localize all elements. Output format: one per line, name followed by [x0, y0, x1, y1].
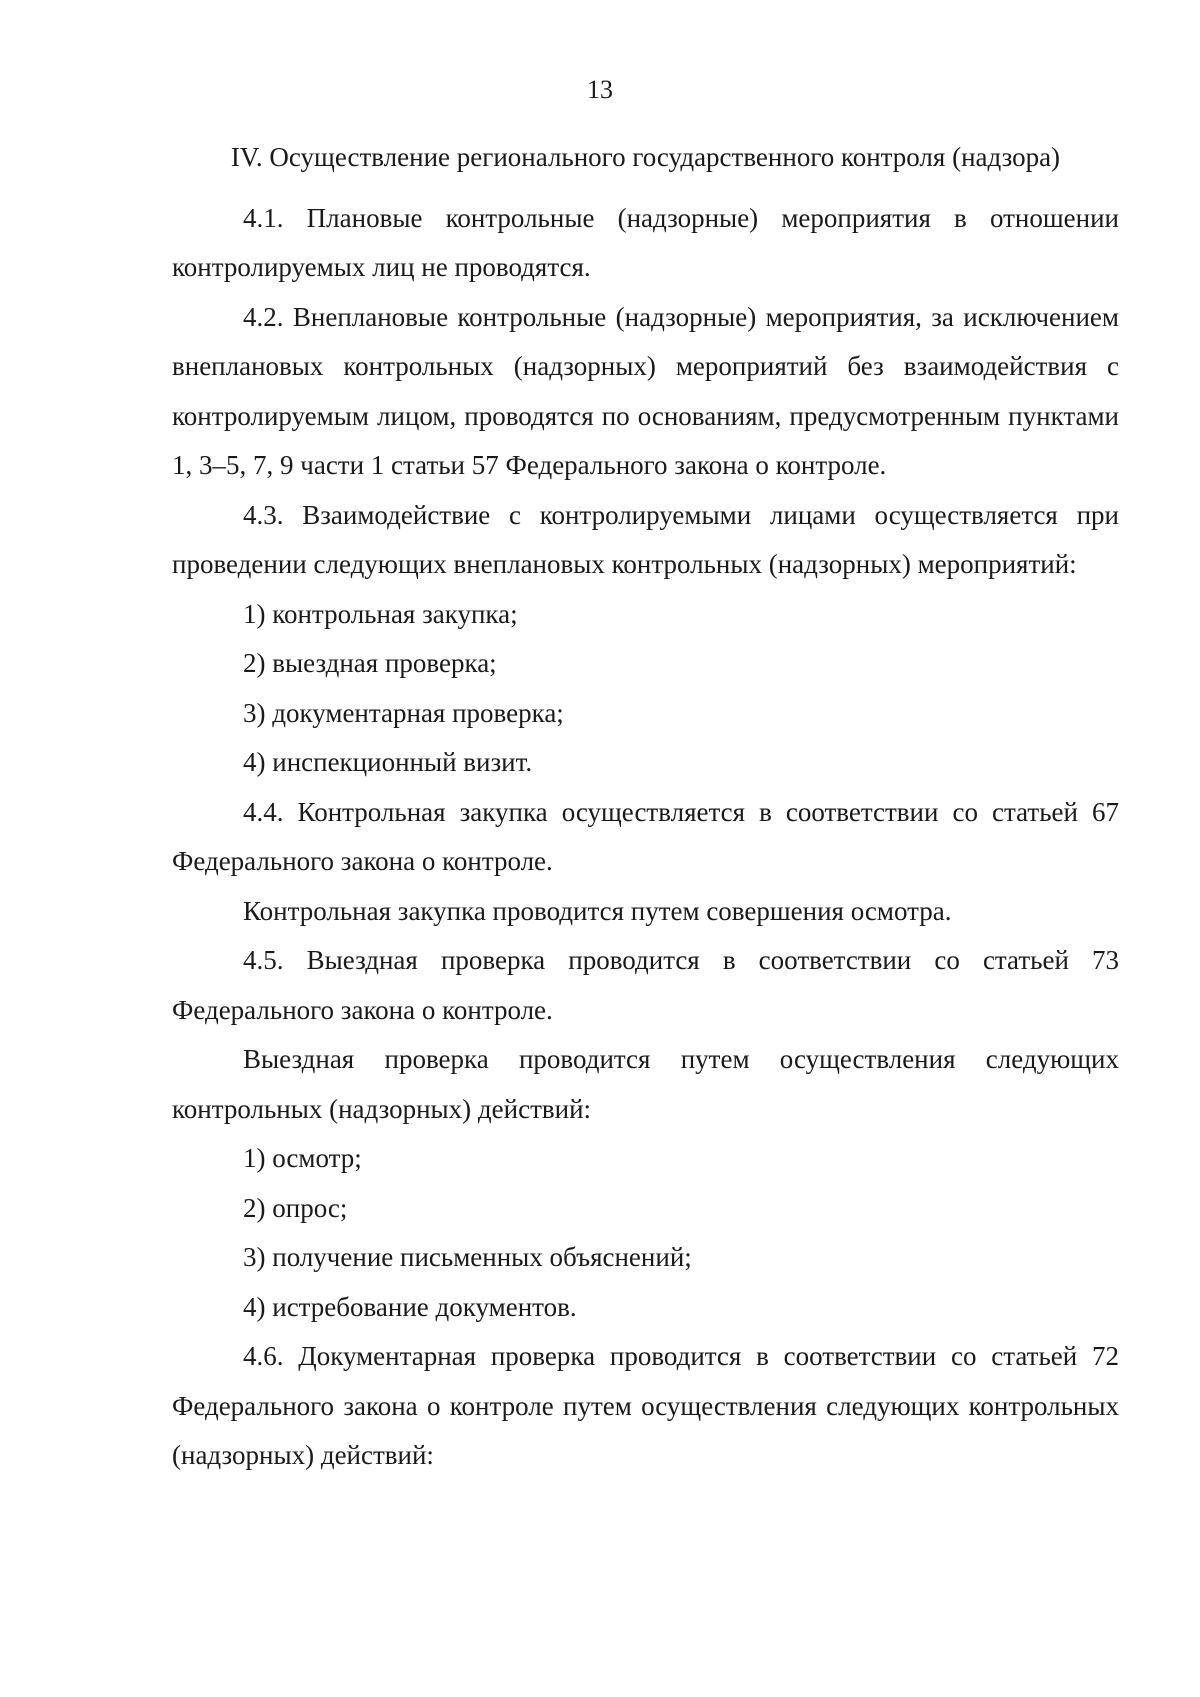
paragraph: Контрольная закупка проводится путем совершения осмотра.: [243, 895, 952, 926]
list-item: 1) осмотр;: [243, 1143, 362, 1173]
section-title: IV. Осуществление регионального государственного контроля (надзора): [230, 142, 1061, 172]
paragraph-4-2: 4.2. Внеплановые контрольные (надзорные) мероприятия, за исключением внеплановых контрольных (надзорных) мероприятий без взаимодействия с контролируемым лицом, проводятся по основаниям, предусмотренным пунктами 1, 3–5, 7, 9 части 1 статьи 57 Федерального закона о контроле.: [172, 301, 1119, 480]
list-item: 4) инспекционный визит.: [243, 747, 533, 777]
list-item: 4) истребование документов.: [243, 1291, 577, 1322]
page-number: 13: [587, 75, 613, 104]
list-item: 2) опрос;: [243, 1192, 348, 1223]
paragraph-4-5: 4.5. Выездная проверка проводится в соответствии со статьей 73 Федерального закона о контроле.: [172, 945, 1119, 1025]
list-item: 3) документарная проверка;: [243, 697, 564, 728]
list-item: 1) контрольная закупка;: [243, 598, 518, 629]
paragraph-4-6: 4.6. Документарная проверка проводится в соответствии со статьей 72 Федерального закона о контроле путем осуществления следующих контрольных (надзорных) действий:: [172, 1341, 1119, 1470]
paragraph: Выездная проверка проводится путем осуществления следующих контрольных (надзорных) действий:: [172, 1044, 1119, 1124]
paragraph-4-4: 4.4. Контрольная закупка осуществляется в соответствии со статьей 67 Федерального закона о контроле.: [172, 796, 1119, 876]
document-body: [172, 133, 1119, 1481]
paragraph-4-1: 4.1. Плановые контрольные (надзорные) мероприятия в отношении контролируемых лиц не проводятся.: [172, 202, 1119, 282]
paragraph-4-3: 4.3. Взаимодействие с контролируемыми лицами осуществляется при проведении следующих внеплановых контрольных (надзорных) мероприятий:: [172, 499, 1119, 579]
list-item: 3) получение письменных объяснений;: [243, 1242, 692, 1272]
list-item: 2) выездная проверка;: [243, 648, 497, 678]
